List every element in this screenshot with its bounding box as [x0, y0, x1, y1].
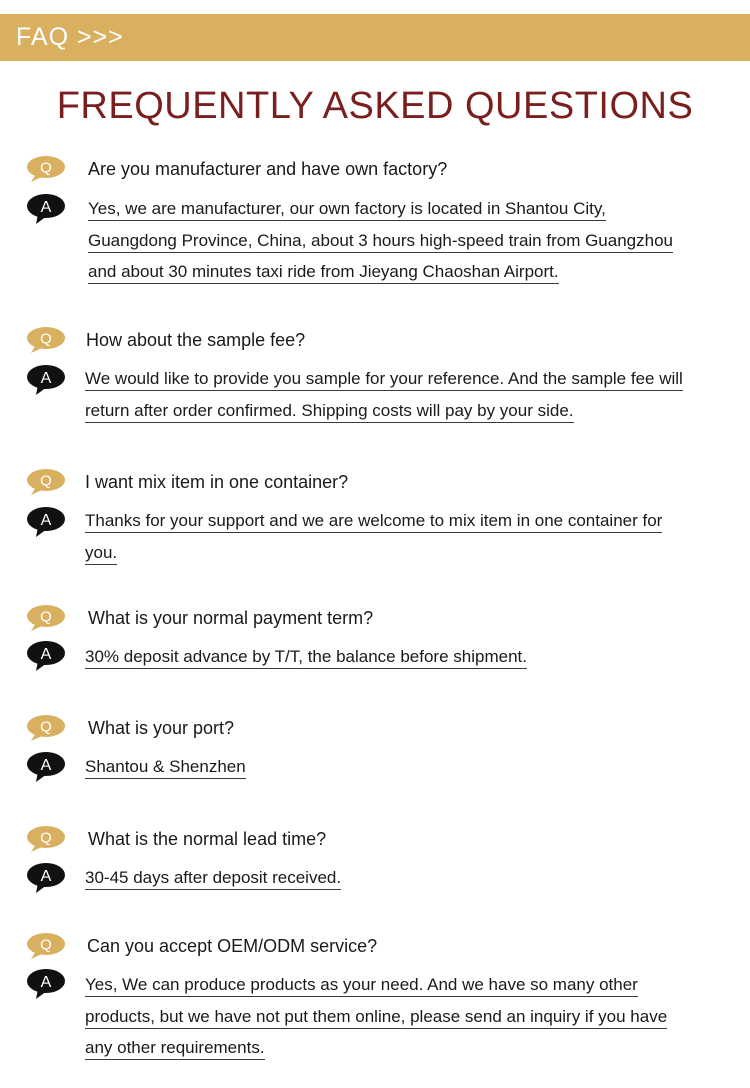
q-bubble-icon: [25, 932, 67, 960]
a-bubble-icon: [25, 862, 67, 894]
banner-label: FAQ >>>: [16, 23, 124, 51]
answer-text: [85, 969, 667, 1064]
q-bubble-label: Q: [40, 608, 52, 626]
a-bubble-label: A: [40, 199, 52, 216]
answer-line: and about 30 minutes taxi ride from Jieyang Chaoshan Airport.: [88, 261, 559, 284]
q-bubble-icon: [25, 604, 67, 632]
page-title: FREQUENTLY ASKED QUESTIONS: [56, 85, 694, 127]
answer-line: Yes, we are manufacturer, our own factory is located in Shantou City,: [88, 198, 606, 221]
a-bubble-label: A: [40, 512, 52, 529]
question-text: What is your port?: [88, 718, 235, 738]
q-bubble-icon: [25, 714, 67, 742]
a-bubble-icon: [25, 364, 67, 396]
a-bubble-label: A: [40, 757, 52, 774]
q-bubble-label: Q: [40, 936, 52, 954]
a-bubble-label: A: [40, 974, 52, 991]
q-bubble-label: Q: [40, 330, 52, 348]
answer-text: [85, 505, 662, 568]
a-bubble-label: A: [40, 646, 52, 663]
question-text: Can you accept OEM/ODM service?: [87, 936, 378, 956]
q-bubble-icon: [25, 155, 67, 183]
q-bubble-icon: [25, 326, 67, 354]
answer-line: Shantou & Shenzhen: [85, 756, 246, 779]
a-bubble-icon: [25, 193, 67, 225]
question-text: What is the normal lead time?: [88, 829, 327, 849]
answer-line: Guangdong Province, China, about 3 hours high-speed train from Guangzhou: [88, 230, 673, 253]
q-bubble-label: Q: [40, 718, 52, 736]
faq-banner: [0, 14, 750, 61]
answer-text: [88, 193, 673, 288]
answer-line: Thanks for your support and we are welcome to mix item in one container for: [85, 510, 662, 533]
answer-text: [85, 363, 683, 426]
answer-text: [85, 862, 341, 894]
question-text: I want mix item in one container?: [85, 472, 349, 492]
answer-line: any other requirements.: [85, 1037, 265, 1060]
a-bubble-icon: [25, 751, 67, 783]
answer-line: you.: [85, 542, 117, 565]
q-bubble-icon: [25, 468, 67, 496]
answer-line: Yes, We can produce products as your need. And we have so many other: [85, 974, 638, 997]
a-bubble-icon: [25, 506, 67, 538]
answer-line: 30-45 days after deposit received.: [85, 867, 341, 890]
q-bubble-label: Q: [40, 159, 52, 177]
answer-text: [85, 641, 527, 673]
a-bubble-label: A: [40, 868, 52, 885]
answer-line: products, but we have not put them online, please send an inquiry if you have: [85, 1006, 667, 1029]
answer-text: [85, 751, 246, 783]
answer-line: We would like to provide you sample for your reference. And the sample fee will: [85, 368, 683, 391]
a-bubble-label: A: [40, 370, 52, 387]
answer-line: 30% deposit advance by T/T, the balance before shipment.: [85, 646, 527, 669]
question-text: How about the sample fee?: [86, 330, 306, 350]
question-text: Are you manufacturer and have own factory?: [88, 159, 448, 179]
question-text: What is your normal payment term?: [88, 608, 374, 628]
answer-line: return after order confirmed. Shipping costs will pay by your side.: [85, 400, 574, 423]
q-bubble-icon: [25, 825, 67, 853]
a-bubble-icon: [25, 968, 67, 1000]
q-bubble-label: Q: [40, 829, 52, 847]
a-bubble-icon: [25, 640, 67, 672]
q-bubble-label: Q: [40, 472, 52, 490]
